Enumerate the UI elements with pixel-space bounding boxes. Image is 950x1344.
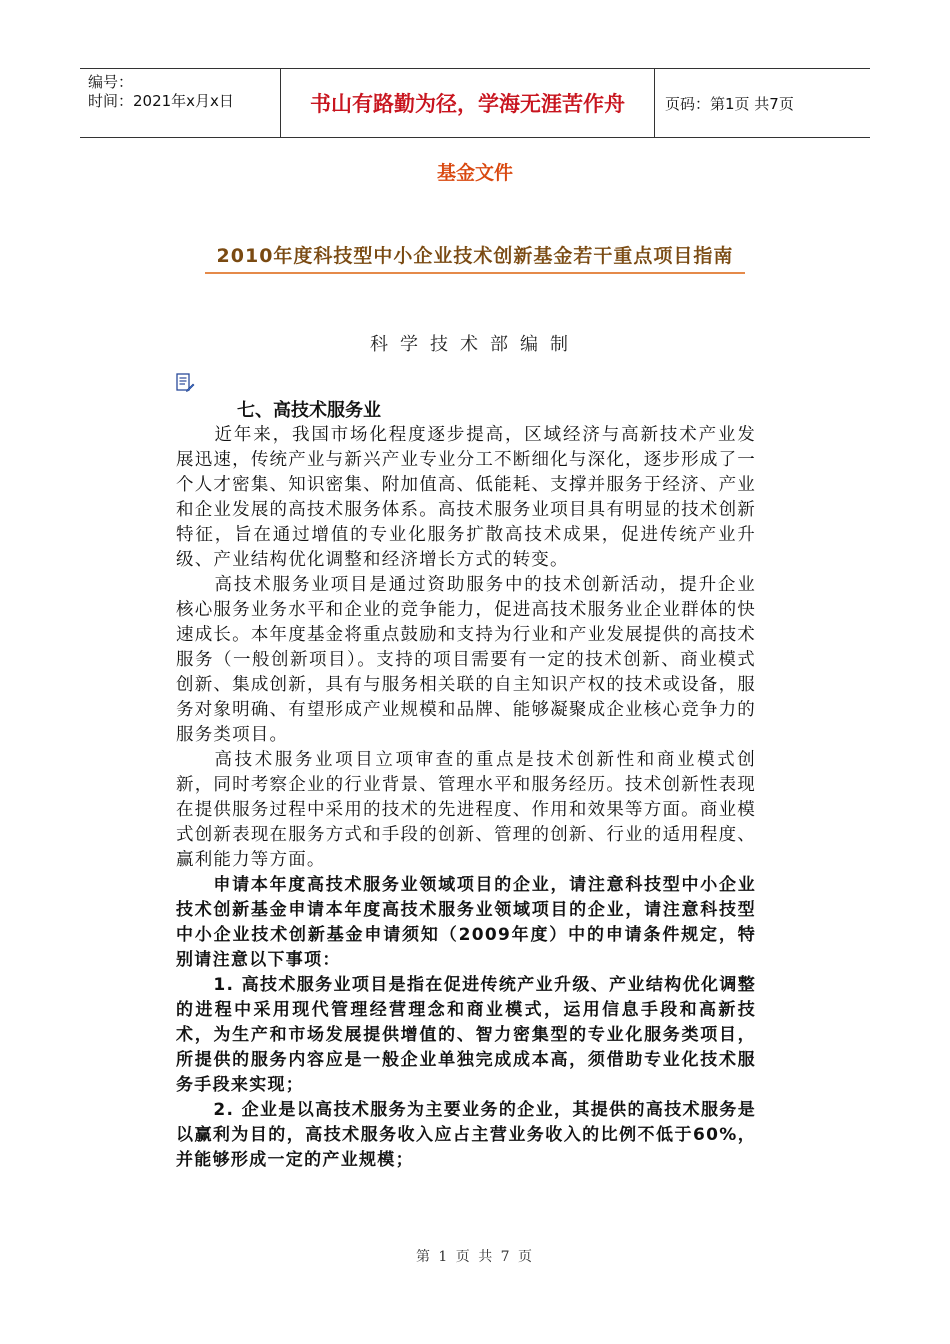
header-table (80, 68, 870, 138)
header-motto: 书山有路勤为径，学海无涯苦作舟 (280, 69, 655, 137)
fund-file-label: 基金文件 (436, 162, 513, 184)
page-footer: 第 1 页 共 7 页 (415, 1249, 535, 1265)
header-page-code: 页码：第1页 共7页 (665, 94, 794, 113)
document-title: 2010年度科技型中小企业技术创新基金若干重点项目指南 (216, 245, 734, 267)
bold-paragraph: 2. 企业是以高技术服务为主要业务的企业，其提供的高技术服务是以赢利为目的，高技术服务收入应占主营业务收入的比例不低于60%，并能够形成一定的产业规模； (176, 1100, 756, 1170)
title-underline (205, 272, 745, 274)
paragraph: 高技术服务业项目是通过资助服务中的技术创新活动，提升企业核心服务业务水平和企业的竞争能力，促进高技术服务业企业群体的快速成长。本年度基金将重点鼓励和支持为行业和产业发展提供的高技术服务（一般创新项目）。支持的项目需要有一定的技术创新、商业模式创新、集成创新，具有与服务相关联的自主知识产权的技术或设备，服务对象明确、有望形成产业规模和品牌、能够凝聚成企业核心竞争力的服务类项目。 (176, 575, 756, 745)
section-heading: 七、高技术服务业 (237, 400, 381, 421)
header-left-cell (80, 69, 280, 137)
department-line: 科学技术部编制 (370, 334, 580, 355)
bold-paragraph: 1. 高技术服务业项目是指在促进传统产业升级、产业结构优化调整的进程中采用现代管理经营理念和商业模式，运用信息手段和高新技术，为生产和市场发展提供增值的、智力密集型的专业化服务类项目，所提供的服务内容应是一般企业单独完成成本高，须借助专业化技术服务手段来实现； (176, 975, 756, 1095)
document-body (176, 423, 756, 1173)
paragraph: 高技术服务业项目立项审查的重点是技术创新性和商业模式创新，同时考察企业的行业背景、管理水平和服务经历。技术创新性表现在提供服务过程中采用的技术的先进程度、作用和效果等方面。商业模式创新表现在服务方式和手段的创新、管理的创新、行业的适用程度、赢利能力等方面。 (176, 750, 756, 870)
note-icon[interactable] (175, 373, 195, 393)
time-label: 时间：2021年x月x日 (88, 92, 234, 110)
bold-paragraph: 申请本年度高技术服务业领域项目的企业，请注意科技型中小企业技术创新基金申请本年度高技术服务业领域项目的企业，请注意科技型中小企业技术创新基金申请须知（2009年度）中的申请条件规定，特别请注意以下事项： (176, 875, 756, 970)
paragraph: 近年来，我国市场化程度逐步提高，区域经济与高新技术产业发展迅速，传统产业与新兴产业专业分工不断细化与深化，逐步形成了一个人才密集、知识密集、附加值高、低能耗、支撑并服务于经济、产业和企业发展的高技术服务体系。高技术服务业项目具有明显的技术创新特征，旨在通过增值的专业化服务扩散高技术成果，促进传统产业升级、产业结构优化调整和经济增长方式的转变。 (176, 425, 756, 570)
number-label: 编号： (88, 73, 134, 91)
